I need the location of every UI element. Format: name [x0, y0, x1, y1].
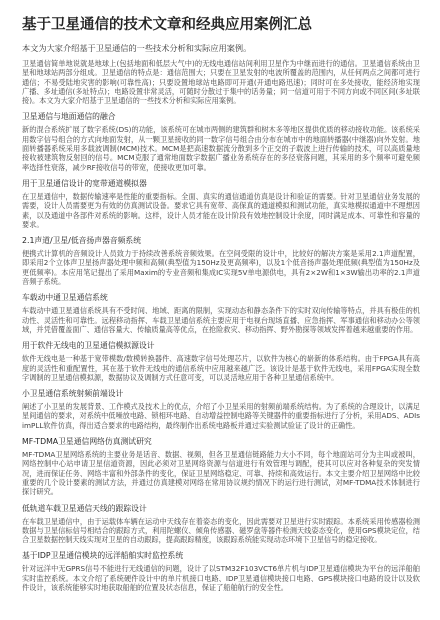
section-body-channel-simulator: 在卫星通信中，数据传输速率是性能的重要指标。全面、真实的通信通道仿真是设计和验证的需要。针对卫星通信业务发展的需要，设计人员需要更为有效的仿真测试设备。要求它具有宽带、高保真的通道模拟和测试功能，真实地模拟通道中不理想因素，以及通道中各部件对系统的影响。这样，设计人员才能在设计阶段有效地控制设计余度，同时满足成本、可靠性和容量的要求。	[22, 191, 420, 229]
section-heading-ship-monitoring: 基于IDP卫星通信模块的远洋船舶实时监控系统	[22, 551, 184, 561]
section-heading-sdr-source: 用于软件无线电的卫星通信模拟源设计	[22, 341, 155, 351]
section-heading-mf-tdma: MF-TDMA卫星通信网络仿真测试研究	[22, 437, 152, 447]
section-body-antenna-tracking: 在车载卫星通信中，由于运载体车辆在运动中天线存在着姿态的变化，因此需要对卫星进行实时跟踪。本系统采用传感器检测数据与卫星信标信号相结合的跟踪方式，利用陀螺仪、倾角传感器、磁罗盘等器件检测天线姿态变化，使用GPS模块定位，结合卫星数据控制天线实现对卫星的自动跟踪，提高跟踪精度，该跟踪系统能实现动态环境下卫星信号的稳定接收。	[22, 516, 420, 545]
section-heading-vehicle-satcom: 车载动中通卫星通信系统	[22, 293, 108, 303]
section-body-vehicle-satcom: 车载动中通卫星通信系统具有不受时间、地域、距离的限制，实现动态和静态条件下的实时双向传输等特点，并具有极佳的机动性、灵活性和可靠性。远程移动指挥、车载卫星通信系统主要应用于电视台现场直播、应急指挥、军事通信和移动办公等领域，并凭借覆盖面广、通信容量大、传输质量高等优点，在抢险救灾、移动指挥、野外勘探等领域发挥着越来越重要的作用。	[22, 306, 420, 334]
section-body-small-satellite-rf: 阐述了小卫星的发展背景、工作模式及技术上的优点，介绍了小卫星采用的射频前端系统结构。为了系统的合理设计，以满足星间通信的要求，对系统中低噪放电路、锁相环电路、自动增益控制电路等关键器件的重要指标进行了分析，采用ADS、ADIsimPLL软件仿真，得出适合要求的电路结构，最终制作出系统电路板并通过实验测试验证了设计的正确性。	[22, 402, 420, 430]
section-heading-small-satellite-rf: 小卫星通信系统射频前端设计	[22, 389, 124, 399]
page-title: 基于卫星通信的技术文章和经典应用案例汇总	[22, 17, 312, 33]
section-body-ship-monitoring: 针对远洋中无GPRS信号不能进行无线通信的问题，设计了以STM32F103VCT6单片机与IDP卫星通信模块为平台的远洋船舶实时监控系统。本文介绍了系统硬件设计中的单片机接口电路、IDP卫星通信模块接口电路、GPS模块接口电路的设计以及软件设计，该系统能够实时地获取船舶的位置及状态信息，保证了船舶航行的安全性。	[22, 564, 420, 592]
section-heading-ground-fusion: 卫星通信与地面通信的融合	[22, 112, 116, 122]
section-body-mf-tdma: MF-TDMA卫星网络系统的主要业务是话音、数据、视频，但各卫星通信链路能力大小不同，每个地面站可分为主叫或被叫，网络控制中心站申请卫星信道资源，因此必须对卫星网络资源与信道进行有效管理与调配，使其可以应对各种复杂的突发情况，进而保证任务、网络丰富和外部条件的变化，保证卫星网络稳定、可靠、持续和高效运行。本文主要介绍卫星网络中比较重要的几个设计要素的测试方法，并通过仿真建模对网络在常用协议规约情况下的运行进行测试，对MF-TDMA技术体制进行探讨研究。	[22, 450, 420, 497]
page-intro: 本文为大家介绍基于卫星通信的一些技术分析和实际应用案例。	[22, 43, 252, 53]
section-heading-channel-simulator: 用于卫星通信设计的宽带通道模拟器	[22, 178, 147, 188]
section-heading-audio-system: 2.1声道/卫星/低音扬声器音频系统	[22, 236, 142, 246]
section-body-sdr-source: 软件无线电是一种基于宽带模数/数模转换器件、高速数字信号处理芯片，以软件为核心的崭新的体系结构。由于FPGA具有高度的灵活性和重配置性，其在基于软件无线电的通信系统中应用越来越广泛。该设计是基于软件无线电，采用FPGA实现全数字调制的卫星通信模拟源，数据协议及调制方式任意可变，可以灵活地应用于各种卫星通信系统中。	[22, 354, 420, 382]
section-body-ground-fusion: 新的混合系统扩展了数字系统(DS)的功能，该系统可在城市两侧的建筑群和树木多等地区提供优质的移动接收功能。该系统采用数字信号组合的方式向地面发射，从一颗卫星接收的同一数字信号组合由分布在城市中的地面转播器(中继器)向外发射。地面转播器系统采用多载波调制(MCM)技术。MCM是把高速数据流分散到多个正交的子载波上进行传输的技术，可以高质量地接收被建筑物反射回的信号。MCM克服了通常地面数字数据广播业务系统存在的多径衰落问题，其采用的多个频率可避免频率选择性衰落，减少RF接收信号的带宽，使接收更加可靠。	[22, 125, 420, 172]
section-body-audio-system: 便携式计算机的音频设计人员致力于持续改善系统音频效果。在空间受限的设计中，比较好的解决方案是采用2.1声道配置，即采用2个立体声卫星扬声器处理中频和高频(典型值为150Hz及更高频率)，以及1个低音扬声器处理低频(典型值为150Hz及更低频率)。本应用笔记提出了采用Maxim的专业音频和集成IC实现5V单电源供电，具有2×2W和1×3W输出功率的2.1声道音频子系统。	[22, 249, 420, 287]
lead-paragraph: 卫星通信简单地说就是地球上(包括地面和低层大气中)的无线电通信站间利用卫星作为中继而进行的通信。卫星通信系统由卫星和地球站两部分组成。卫星通信的特点是：通信范围大；只要在卫星发射的电波所覆盖的范围内，从任何两点之间都可进行通信；不易受陆地灾害的影响(可靠性高)；只要设置地球站电路即可开通(开通电路迅速)；同时可在多处接收，能经济地实现广播、多址通信(多址特点)；电路设置非常灵活，可随时分散过于集中的话务量；同一信道可用于不同方向或不同区间(多址联接)。本文为大家介绍基于卫星通信的一些技术分析和实际应用案例。	[22, 59, 420, 106]
section-heading-antenna-tracking: 低轨道车载卫星通信天线的跟踪设计	[22, 503, 147, 513]
